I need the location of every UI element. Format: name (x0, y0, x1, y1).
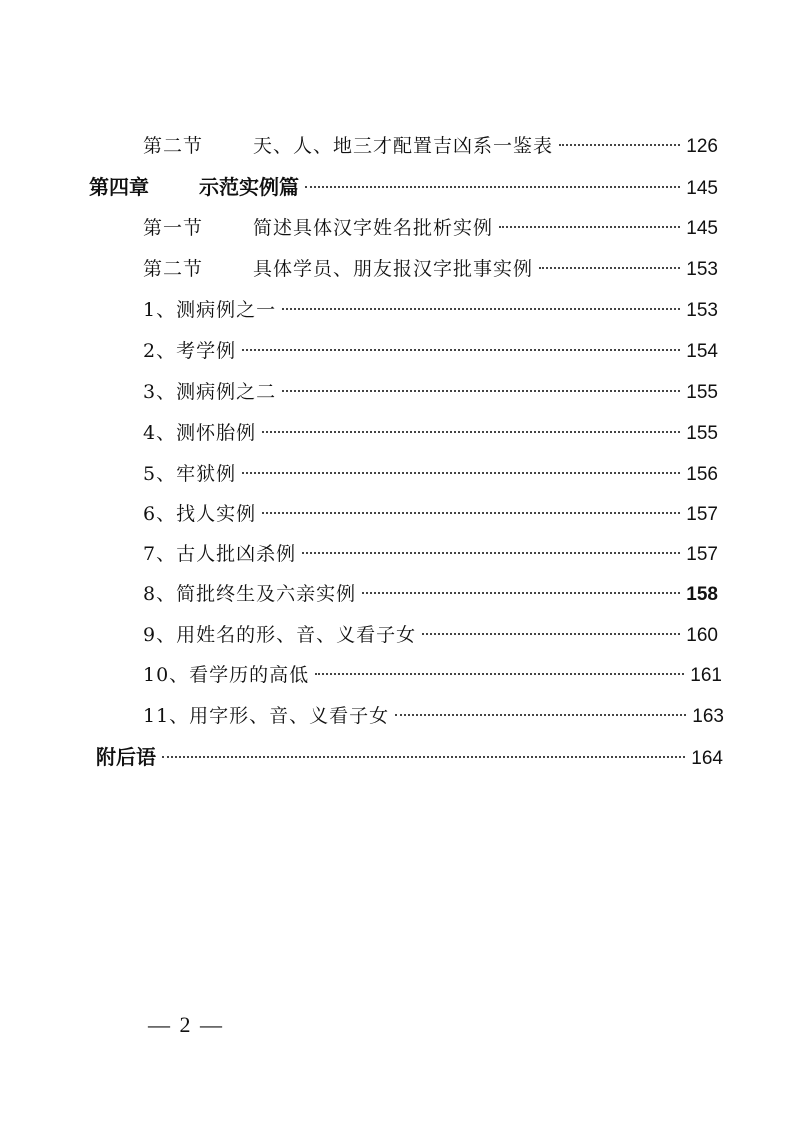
entry-title: 简述具体汉字姓名批析实例 (253, 217, 494, 239)
toc-entry-item (143, 295, 718, 325)
dot-leader (282, 390, 680, 392)
toc-entry-item (143, 660, 722, 690)
section-number: 第二节 (143, 135, 204, 157)
toc-entry-item (143, 579, 718, 609)
dot-leader (305, 186, 680, 188)
dot-leader (422, 633, 680, 635)
page-number: 160 (686, 625, 718, 646)
entry-title: 10、看学历的高低 (143, 664, 310, 686)
toc-entry-section (143, 131, 718, 161)
entry-title: 附后语 (96, 745, 156, 769)
entry-title: 5、牢狱例 (143, 463, 237, 485)
dot-leader (282, 308, 680, 310)
entry-title: 8、简批终生及六亲实例 (143, 583, 357, 605)
toc-entry-item (143, 499, 718, 529)
page-number: 155 (686, 423, 718, 444)
page-number: 164 (691, 748, 723, 769)
toc-entry-chapter (89, 172, 718, 202)
dot-leader (242, 472, 680, 474)
entry-title: 具体学员、朋友报汉字批事实例 (253, 258, 534, 280)
page-number: 163 (692, 706, 724, 727)
entry-title: 天、人、地三才配置吉凶系一鉴表 (253, 135, 554, 157)
page-number: 156 (686, 464, 718, 485)
dot-leader (395, 714, 686, 716)
dot-leader (362, 592, 680, 594)
page-number: 161 (690, 665, 722, 686)
entry-title: 6、找人实例 (143, 503, 257, 525)
entry-title: 7、古人批凶杀例 (143, 543, 297, 565)
chapter-number: 第四章 (89, 175, 149, 199)
toc-entry-item (143, 459, 718, 489)
dot-leader (539, 267, 680, 269)
toc-entry-chapter (96, 742, 723, 772)
page-number: 145 (686, 178, 718, 199)
dot-leader (242, 349, 680, 351)
page-number: 153 (686, 300, 718, 321)
toc-entry-item (143, 418, 718, 448)
dot-leader (559, 144, 680, 146)
page-number: 155 (686, 382, 718, 403)
entry-title: 4、测怀胎例 (143, 422, 257, 444)
dot-leader (302, 552, 680, 554)
entry-title: 2、考学例 (143, 340, 237, 362)
page-number: 154 (686, 341, 718, 362)
page-number: 157 (686, 504, 718, 525)
entry-title: 11、用字形、音、义看子女 (143, 705, 390, 727)
page-number: 153 (686, 259, 718, 280)
toc-entry-section (143, 213, 718, 243)
toc-entry-item (143, 620, 718, 650)
page-number: 126 (686, 136, 718, 157)
section-number: 第二节 (143, 258, 204, 280)
entry-title: 示范实例篇 (199, 175, 299, 199)
dot-leader (262, 512, 680, 514)
entry-title: 3、测病例之二 (143, 381, 277, 403)
entry-title: 1、测病例之一 (143, 299, 277, 321)
page-number: 145 (686, 218, 718, 239)
toc-entry-item (143, 336, 718, 366)
page-number: 157 (686, 544, 718, 565)
dot-leader (315, 673, 684, 675)
toc-entry-item (143, 377, 718, 407)
section-number: 第一节 (143, 217, 204, 239)
page-folio: — 2 — (148, 1012, 224, 1037)
page-number: 158 (686, 584, 718, 605)
toc-entry-section (143, 254, 718, 284)
toc-entry-item (143, 701, 724, 731)
dot-leader (162, 756, 685, 758)
toc-entry-item (143, 539, 718, 569)
entry-title: 9、用姓名的形、音、义看子女 (143, 624, 417, 646)
dot-leader (499, 226, 680, 228)
dot-leader (262, 431, 680, 433)
